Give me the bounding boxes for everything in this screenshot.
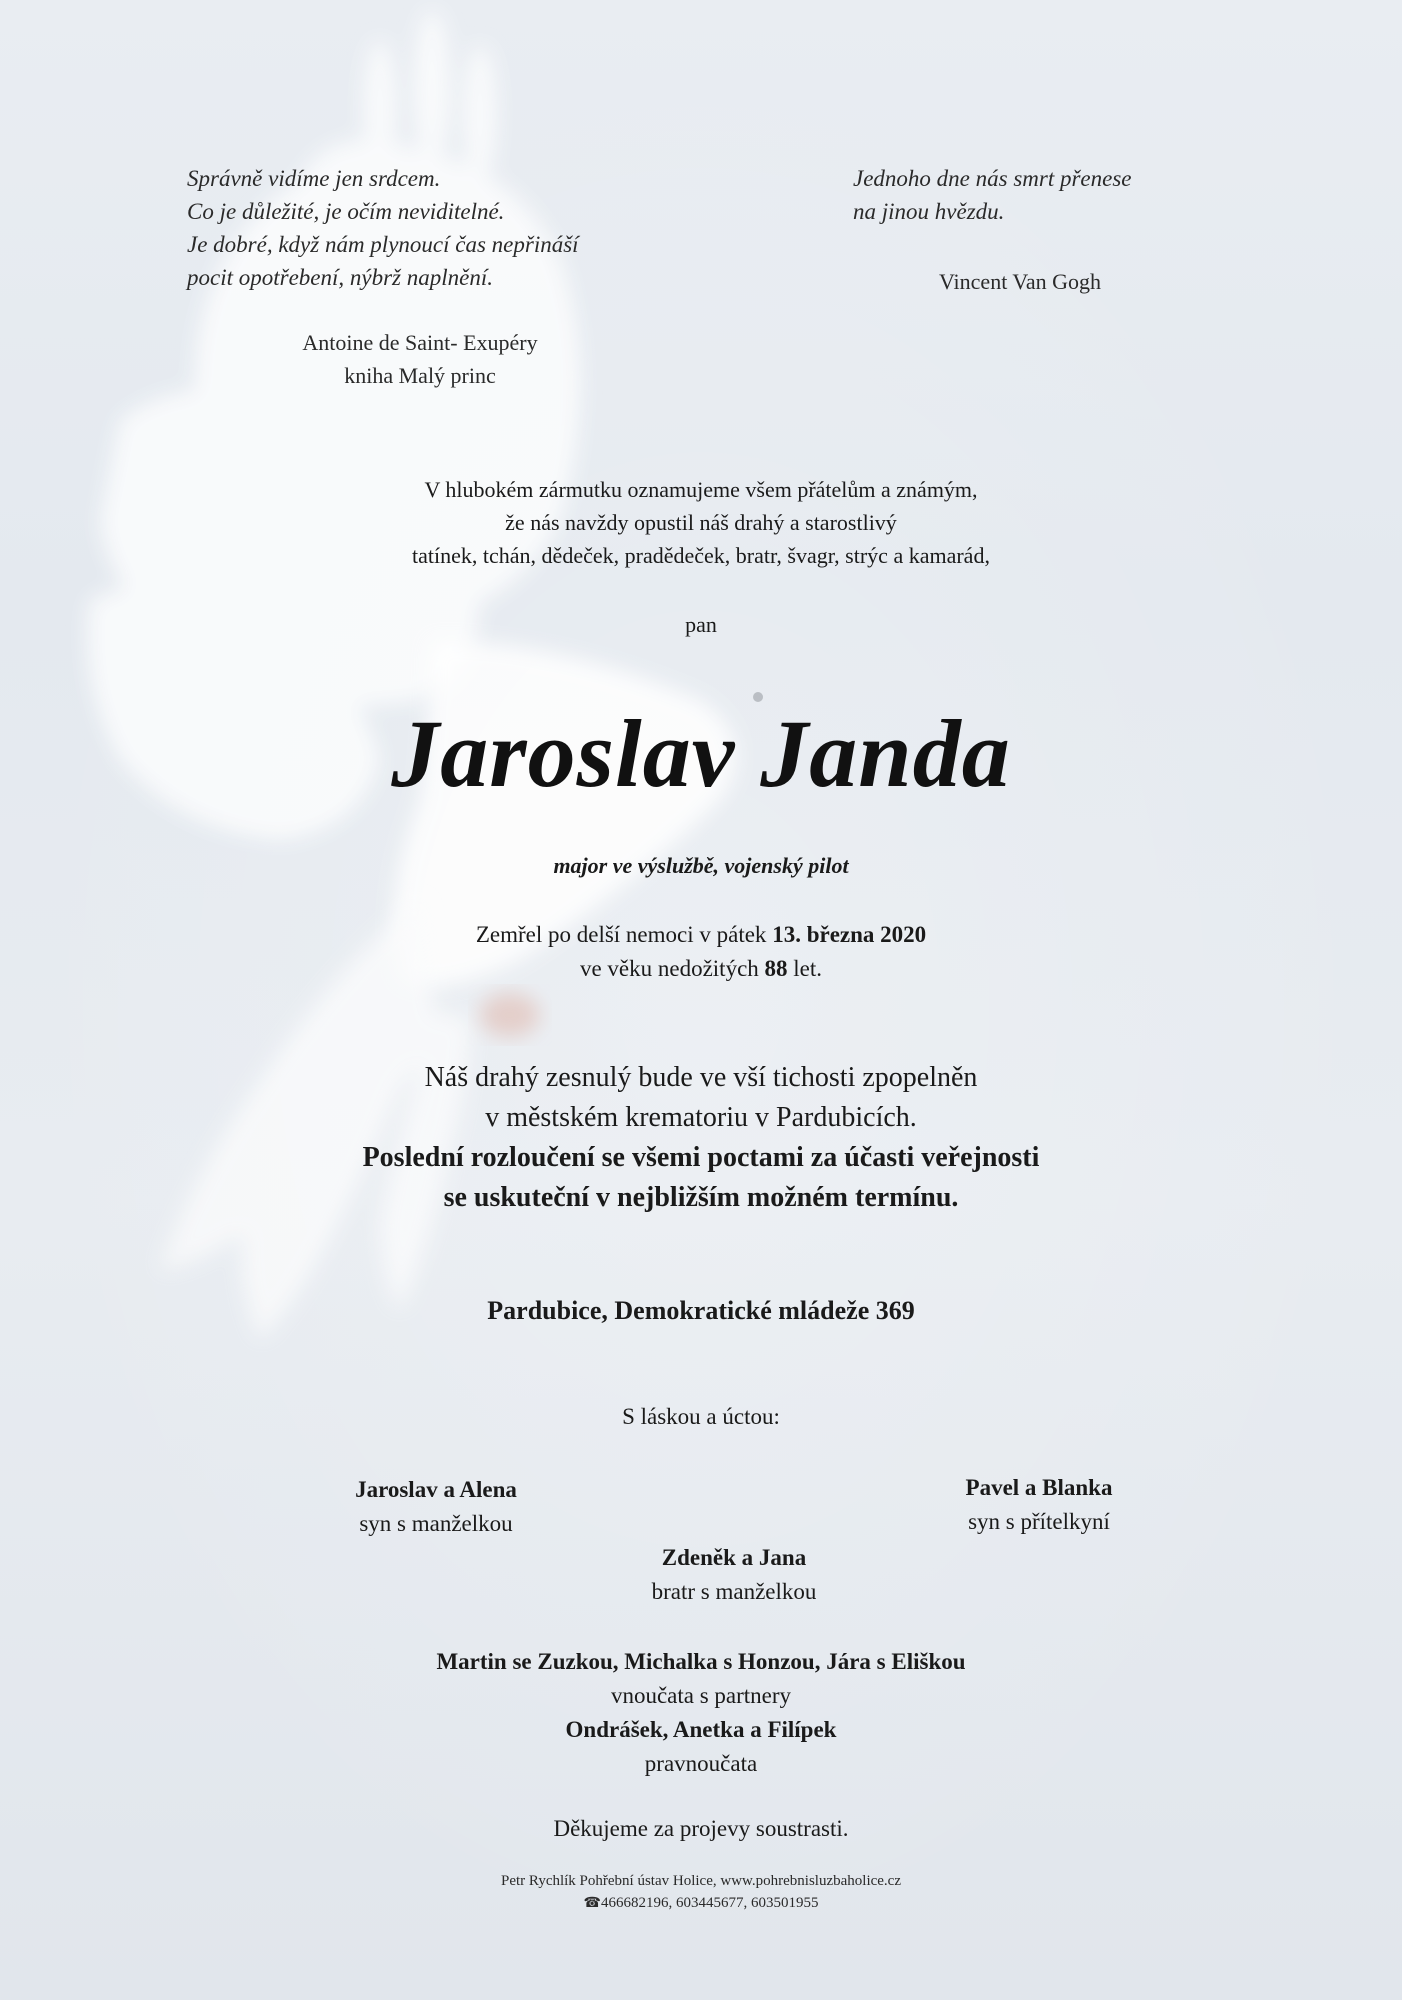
- death-age-suffix: let.: [787, 956, 823, 981]
- cremation-info: [0, 1058, 1402, 1218]
- phone-icon: ☎: [583, 1896, 601, 1911]
- family-relation: syn s přítelkyní: [968, 1509, 1110, 1534]
- grandchildren-block: [0, 1645, 1402, 1781]
- family-relation: syn s manželkou: [359, 1511, 513, 1536]
- quote-right-line: na jinou hvězdu.: [853, 199, 1005, 224]
- quote-left-line: Správně vidíme jen srdcem.: [187, 166, 441, 191]
- cremation-line: Náš drahý zesnulý bude ve vší tichosti zpopelněn: [424, 1062, 978, 1093]
- intro-line: V hlubokém zármutku oznamujeme všem přátelům a známým,: [424, 477, 978, 502]
- funeral-service-footer: [0, 1870, 1402, 1915]
- footer-company: Petr Rychlík Pohřební ústav Holice, www.pohrebnisluzbaholice.cz: [501, 1873, 901, 1889]
- family-names: Zdeněk a Jana: [661, 1545, 807, 1570]
- quote-right-line: Jednoho dne nás smrt přenese: [853, 166, 1132, 191]
- great-grandchildren-names: Ondrášek, Anetka a Filípek: [565, 1717, 837, 1742]
- quote-left-source: kniha Malý princ: [344, 363, 496, 388]
- cremation-line: v městském krematoriu v Pardubicích.: [485, 1102, 917, 1133]
- deceased-rank: major ve výslužbě, vojenský pilot: [553, 853, 849, 878]
- announcement-intro: [0, 473, 1402, 572]
- death-age: 88: [764, 956, 788, 981]
- quote-right: [853, 162, 1273, 228]
- death-date: 13. března 2020: [772, 922, 927, 947]
- intro-line: tatínek, tchán, dědeček, pradědeček, bratr, švagr, strýc a kamarád,: [412, 543, 990, 568]
- death-date-line: [0, 918, 1402, 952]
- family-member-center: [574, 1541, 894, 1609]
- intro-line: že nás navždy opustil náš drahý a starostlivý: [505, 510, 897, 535]
- footer-phones-line: [0, 1892, 1402, 1915]
- quote-left-author: Antoine de Saint- Exupéry: [302, 330, 538, 355]
- thanks-line: Děkujeme za projevy soustrasti.: [553, 1816, 849, 1841]
- family-member-left: [286, 1473, 586, 1541]
- quote-left-line: pocit opotřebení, nýbrž naplnění.: [187, 265, 493, 290]
- quote-right-attribution: [870, 265, 1170, 298]
- family-address: Pardubice, Demokratické mládeže 369: [487, 1296, 915, 1325]
- family-names: Jaroslav a Alena: [355, 1477, 517, 1502]
- family-member-right: [889, 1471, 1189, 1539]
- salutation: pan: [685, 612, 717, 637]
- death-info: [0, 918, 1402, 986]
- footer-phones: 466682196, 603445677, 603501955: [600, 1895, 819, 1911]
- family-names: Pavel a Blanka: [965, 1475, 1113, 1500]
- quote-left-line: Co je důležité, je očím neviditelné.: [187, 199, 505, 224]
- death-date-prefix: Zemřel po delší nemoci v pátek: [475, 922, 773, 947]
- great-grandchildren-relation: pravnoučata: [644, 1751, 758, 1776]
- farewell-line: Poslední rozloučení se všemi poctami za účasti veřejnosti: [362, 1142, 1040, 1173]
- quote-left: [187, 162, 707, 294]
- deceased-name: Jaroslav Janda: [391, 700, 1011, 807]
- death-age-line: [0, 952, 1402, 986]
- family-relation: bratr s manželkou: [651, 1579, 817, 1604]
- greeting: S láskou a úctou:: [622, 1404, 780, 1429]
- quote-right-author: Vincent Van Gogh: [938, 269, 1102, 294]
- quote-left-attribution: [230, 326, 610, 392]
- quote-left-line: Je dobré, když nám plynoucí čas nepřináší: [187, 232, 579, 257]
- grandchildren-names: Martin se Zuzkou, Michalka s Honzou, Jára s Eliškou: [436, 1649, 966, 1674]
- farewell-line: se uskuteční v nejbližším možném termínu.: [443, 1182, 959, 1213]
- death-age-prefix: ve věku nedožitých: [579, 956, 765, 981]
- grandchildren-relation: vnoučata s partnery: [610, 1683, 792, 1708]
